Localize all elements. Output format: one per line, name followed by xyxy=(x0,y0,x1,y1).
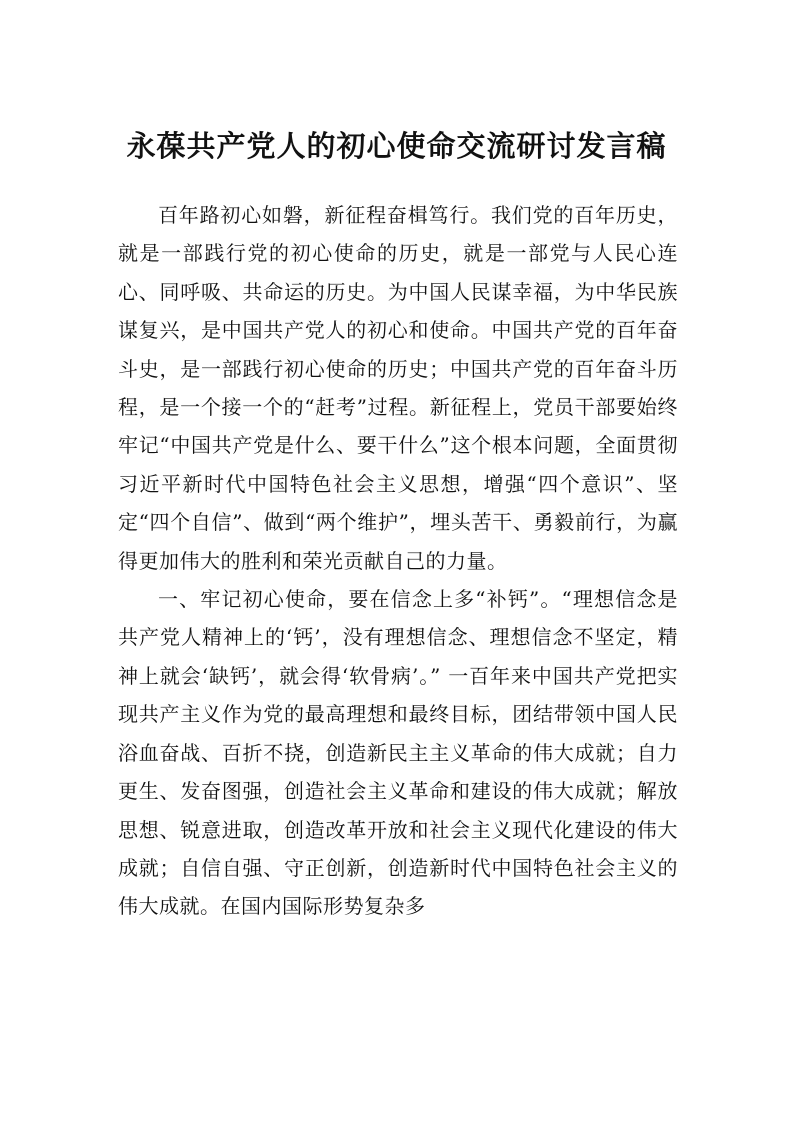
paragraph-section-one: 一、牢记初心使命，要在信念上多“补钙”。“理想信念是共产党人精神上的‘钙’，没有理想信念、理想信念不坚定，精神上就会‘缺钙’，就会得‘软骨病’。” 一百年来中国共产党把实现共产主义作为党的最高理想和最终目标，团结带领中国人民浴血奋战、百折不挠，创造新民主主义革命的伟大成就；自力更生、发奋图强，创造社会主义革命和建设的伟大成就；解放思想、锐意进取，创造改革开放和社会主义现代化建设的伟大成就；自信自强、守正创新，创造新时代中国特色社会主义的伟大成就。在国内国际形势复杂多 xyxy=(118,587,678,919)
paragraph-intro: 百年路初心如磐，新征程奋楫笃行。我们党的百年历史，就是一部践行党的初心使命的历史，就是一部党与人民心连心、同呼吸、共命运的历史。为中国人民谋幸福，为中华民族谋复兴，是中国共产党人的初心和使命。中国共产党的百年奋斗史，是一部践行初心使命的历史；中国共产党的百年奋斗历程，是一个接一个的“赶考”过程。新征程上，党员干部要始终牢记“中国共产党是什么、要干什么”这个根本问题，全面贯彻习近平新时代中国特色社会主义思想，增强“四个意识”、坚定“四个自信”、做到“两个维护”，埋头苦干、勇毅前行，为赢得更加伟大的胜利和荣光贡献自己的力量。 xyxy=(118,203,678,573)
document-body xyxy=(118,196,678,926)
document-title: 永葆共产党人的初心使命交流研讨发言稿 xyxy=(126,129,667,163)
